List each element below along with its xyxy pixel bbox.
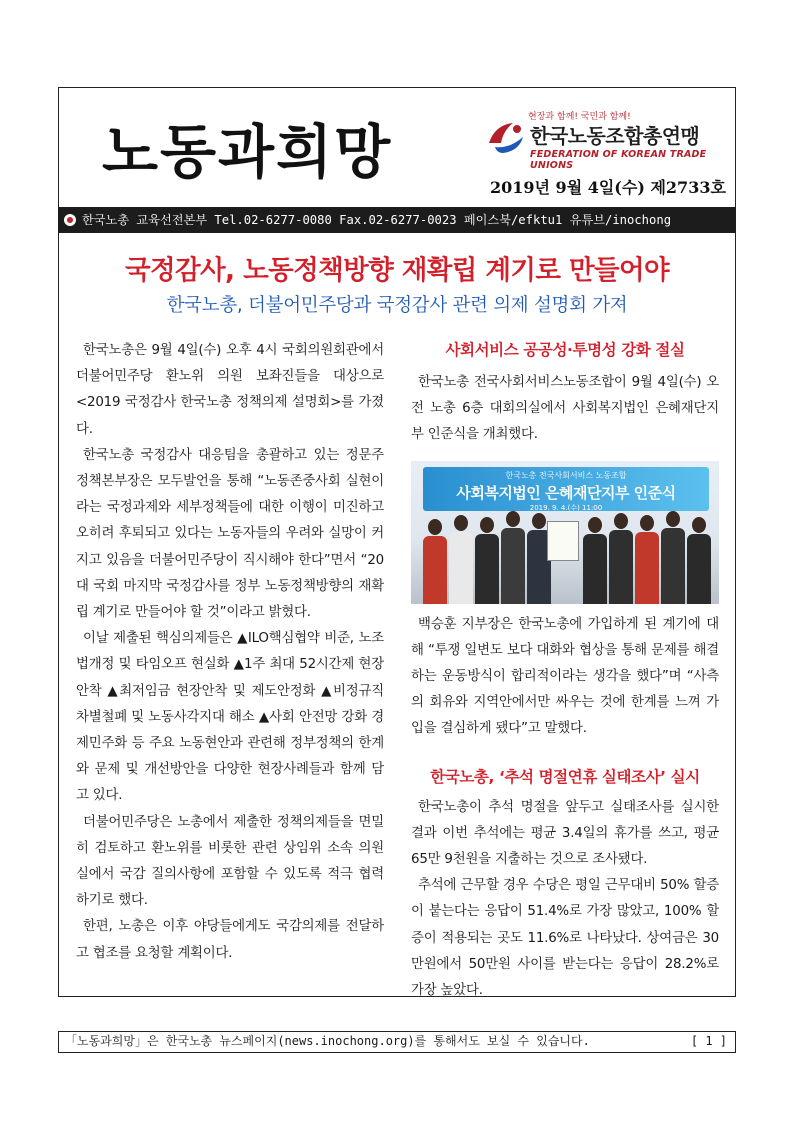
photo-banner-main: 사회복지법인 은혜재단지부 인준식 <box>456 483 676 502</box>
footer <box>58 1031 736 1053</box>
article-paragraph: 이날 제출된 핵심의제들은 ▲ILO핵심협약 비준, 노조법개정 및 타임오프 현실화 ▲1주 최대 52시간제 현장안착 ▲최저임금 현장안착 및 제도안정화 ▲비정규직 차별철폐 및 노동사각지대 해소 ▲사회 안전망 강화 경제민주화 등 주요 노동현안과 관련해 정부정책의 한계와 문제 및 개선방안을 다양한 현장사례들과 함께 담고 있다. <box>76 631 384 804</box>
federation-name: 한국노동조합총연맹 <box>530 124 700 148</box>
photo-banner-date: 2019. 9. 4.(수) 11:00 <box>529 503 603 512</box>
federation-emblem-icon <box>483 117 531 157</box>
article-paragraph: 한국노총이 추석 명절을 앞두고 실태조사를 실시한 결과 이번 추석에는 평균 3.4일의 휴가를 쓰고, 평균 65만 9천원을 지출하는 것으로 조사됐다. <box>411 799 719 868</box>
bullet-icon <box>64 214 76 226</box>
federation-slogan: 현장과 함께! 국민과 함께! <box>528 112 631 122</box>
contact-bar <box>58 207 736 233</box>
photo-banner-top: 한국노총 전국사회서비스 노동조합 <box>505 470 627 480</box>
article-paragraph: 한국노총 전국사회서비스노동조합이 9월 4일(수) 오전 노총 6층 대회의실에서 사회복지법인 은혜재단지부 인준식을 개최했다. <box>411 375 719 443</box>
photo-banner <box>423 467 709 511</box>
issue-date: 2019년 9월 4일(수) 제2733호 <box>490 178 726 197</box>
certificate <box>547 521 579 561</box>
article-paragraph: 한편, 노총은 이후 야당들에게도 국감의제를 전달하고 협조를 요청할 계획이다. <box>76 919 384 961</box>
side-article-1-title: 사회서비스 공공성·투명성 강화 절실 <box>445 341 685 359</box>
side-article-1-body <box>411 612 719 743</box>
main-headline: 국정감사, 노동정책방향 재확립 계기로 만들어야 <box>125 255 669 286</box>
article-paragraph: 추석에 근무할 경우 수당은 평일 근무대비 50% 할증이 붙는다는 응답이 51.4%로 가장 많았고, 100% 할증이 적용되는 곳도 11.6%로 나타났다. 상여금은 30만원에서 50만원 사이를 받는다는 응답이 28.2%로 가장 높았다. <box>411 878 719 999</box>
masthead <box>58 87 736 205</box>
main-subhead: 한국노총, 더불어민주당과 국정감사 관련 의제 설명회 가져 <box>166 295 628 316</box>
side-article-2-body <box>411 795 719 1005</box>
article-paragraph: 한국노총 국정감사 대응팀을 총괄하고 있는 정문주 정책본부장은 모두발언을 통해 “노동존중사회 실현이라는 국정과제와 세부정책들에 대한 이행이 미진하고 오히려 후퇴되고 있다는 노동자들의 우려와 실망이 커지고 있음을 더불어민주당이 직시해야 한다”면서 “20대 국회 마지막 국정감사를 정부 노동정책방향의 재확립 계기로 만들어야 할 것”이라고 밝혔다. <box>76 447 384 621</box>
side-column <box>411 338 719 1004</box>
side-article-1-intro <box>411 370 719 449</box>
ceremony-photo <box>411 461 719 604</box>
newsletter-title: 노동과희망 <box>102 118 393 186</box>
article-paragraph: 더불어민주당은 노총에서 제출한 정책의제들을 면밀히 검토하고 환노위를 비롯한 관련 상임위 소속 의원실에서 국감 질의사항에 포함할 수 있도록 적극 협력하기로 했다. <box>76 814 384 909</box>
federation-name-en: FEDERATION OF KOREAN TRADE UNIONS <box>530 149 707 171</box>
main-article-body <box>76 338 384 967</box>
article-paragraph: 백승훈 지부장은 한국노총에 가입하게 된 계기에 대해 “투쟁 일변도 보다 대화와 협상을 통해 문제를 해결하는 운동방식이 합리적이라는 생각을 했다”며 “사측의 회유와 지역안에서만 싸우는 것에 한계를 느껴 가입을 결심하게 됐다”고 말했다. <box>411 616 719 737</box>
page-number: [ 1 ] <box>690 1034 727 1048</box>
footer-text: 「노동과희망」은 한국노총 뉴스페이지(news.inochong.org)를 통해서도 보실 수 있습니다. <box>65 1034 590 1048</box>
contact-text: 한국노총 교육선전본부 Tel.02-6277-0080 Fax.02-6277-0023 페이스북/efktu1 유튜브/inochong <box>82 213 672 227</box>
article-paragraph: 한국노총은 9월 4일(수) 오후 4시 국회의원회관에서 더불어민주당 환노위 의원 보좌진들을 대상으로 <2019 국정감사 한국노총 정책의제 설명회>를 가졌다. <box>76 343 384 437</box>
side-article-2-title: 한국노총, ‘추석 명절연휴 실태조사’ 실시 <box>430 767 700 786</box>
